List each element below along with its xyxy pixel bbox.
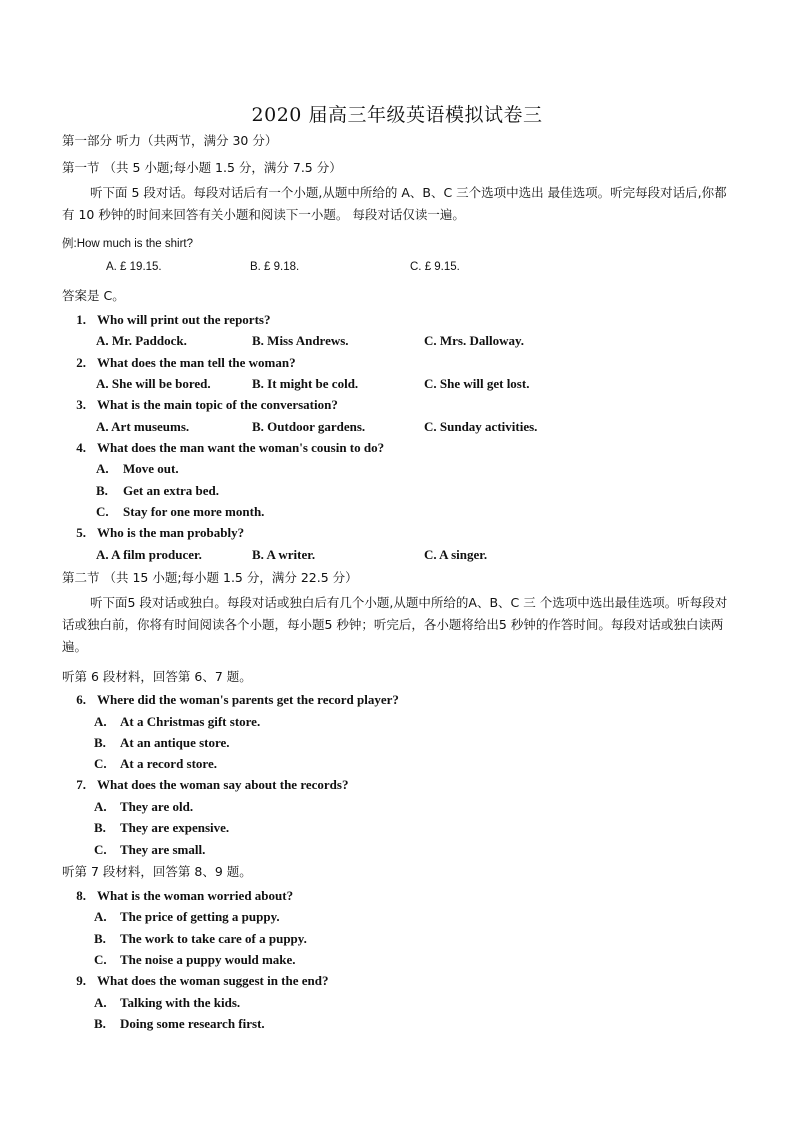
option-label-a: A. [94,799,107,814]
question-number: 9. [76,973,86,988]
option-c: Stay for one more month. [123,504,265,519]
option-b: Doing some research first. [120,1016,265,1031]
option-label-a: A. [94,714,107,729]
example-answer: 答案是 C。 [62,288,125,303]
material-6-heading: 听第 6 段材料，回答第 6、7 题。 [62,669,252,684]
option-c: They are small. [120,842,206,857]
option-c: The noise a puppy would make. [120,952,296,967]
example-option-b: B. £ 9.18. [250,261,300,273]
option-b: At an antique store. [120,735,230,750]
option-a: Move out. [123,461,179,476]
option-label-c: C. [94,842,107,857]
option-b: B. Miss Andrews. [252,333,349,348]
option-label-b: B. [94,931,106,946]
section2-heading: 第二节 （共 15 小题;每小题 1.5 分，满分 22.5 分） [62,570,358,585]
option-b: B. Outdoor gardens. [252,419,366,434]
option-label-a: A. [96,461,109,476]
option-b: B. It might be cold. [252,376,359,391]
question-text: What does the woman suggest in the end? [97,973,329,988]
option-c: C. Sunday activities. [424,419,538,434]
question-number: 4. [76,440,86,455]
question-text: What is the main topic of the conversation? [97,397,338,412]
option-label-a: A. [94,995,107,1010]
question-text: Who is the man probably? [97,525,245,540]
option-c: At a record store. [120,756,217,771]
example-option-a: A. £ 19.15. [106,261,162,273]
option-label-b: B. [96,483,108,498]
option-a: At a Christmas gift store. [120,714,261,729]
option-label-c: C. [96,504,109,519]
question-text: What does the woman say about the records? [97,777,349,792]
question-text: What does the man want the woman's cousin to do? [97,440,385,455]
question-text: Where did the woman's parents get the record player? [97,692,399,707]
question-number: 1. [76,312,86,327]
option-a: A. Art museums. [96,419,190,434]
example-option-c: C. £ 9.15. [410,261,460,273]
question-text: Who will print out the reports? [97,312,271,327]
section1-heading: 第一节 （共 5 小题;每小题 1.5 分，满分 7.5 分） [62,160,342,175]
option-a: A. Mr. Paddock. [96,333,187,348]
question-number: 2. [76,355,86,370]
option-label-b: B. [94,735,106,750]
option-a: A. She will be bored. [96,376,211,391]
option-a: Talking with the kids. [120,995,241,1010]
option-b: They are expensive. [120,820,230,835]
option-label-c: C. [94,952,107,967]
option-a: They are old. [120,799,194,814]
option-a: A. A film producer. [96,547,202,562]
option-a: The price of getting a puppy. [120,909,280,924]
question-number: 6. [76,692,86,707]
option-c: C. Mrs. Dalloway. [424,333,525,348]
option-c: C. She will get lost. [424,376,530,391]
option-label-b: B. [94,1016,106,1031]
option-b: Get an extra bed. [123,483,220,498]
question-number: 8. [76,888,86,903]
section1-instructions: 听下面 5 段对话。每段对话后有一个小题,从题中所给的 A、B、C 三个选项中选出 最佳选项。听完每段对话后,你都有 10 秒钟的时间来回答有关小题和阅读下一小题。 每段对话仅读一遍。 [62,185,727,222]
option-c: C. A singer. [424,547,488,562]
question-text: What does the man tell the woman? [97,355,296,370]
option-label-b: B. [94,820,106,835]
option-label-c: C. [94,756,107,771]
question-number: 5. [76,525,86,540]
example-question: 例:How much is the shirt? [62,238,194,250]
question-number: 3. [76,397,86,412]
section2-instructions: 听下面5 段对话或独白。每段对话或独白后有几个小题,从题中所给的A、B、C 三 个选项中选出最佳选项。听每段对话或独白前，你将有时间阅读各个小题，每小题5 秒钟；听完后，各小题将给出5 秒钟的作答时间。每段对话或独白读两遍。 [62,595,728,654]
option-label-a: A. [94,909,107,924]
option-b: B. A writer. [252,547,316,562]
option-b: The work to take care of a puppy. [120,931,307,946]
page-title: 2020 届高三年级英语模拟试卷三 [251,104,543,126]
question-number: 7. [76,777,86,792]
question-text: What is the woman worried about? [97,888,294,903]
material-7-heading: 听第 7 段材料，回答第 8、9 题。 [62,864,252,879]
part1-heading: 第一部分 听力（共两节，满分 30 分） [62,133,278,148]
